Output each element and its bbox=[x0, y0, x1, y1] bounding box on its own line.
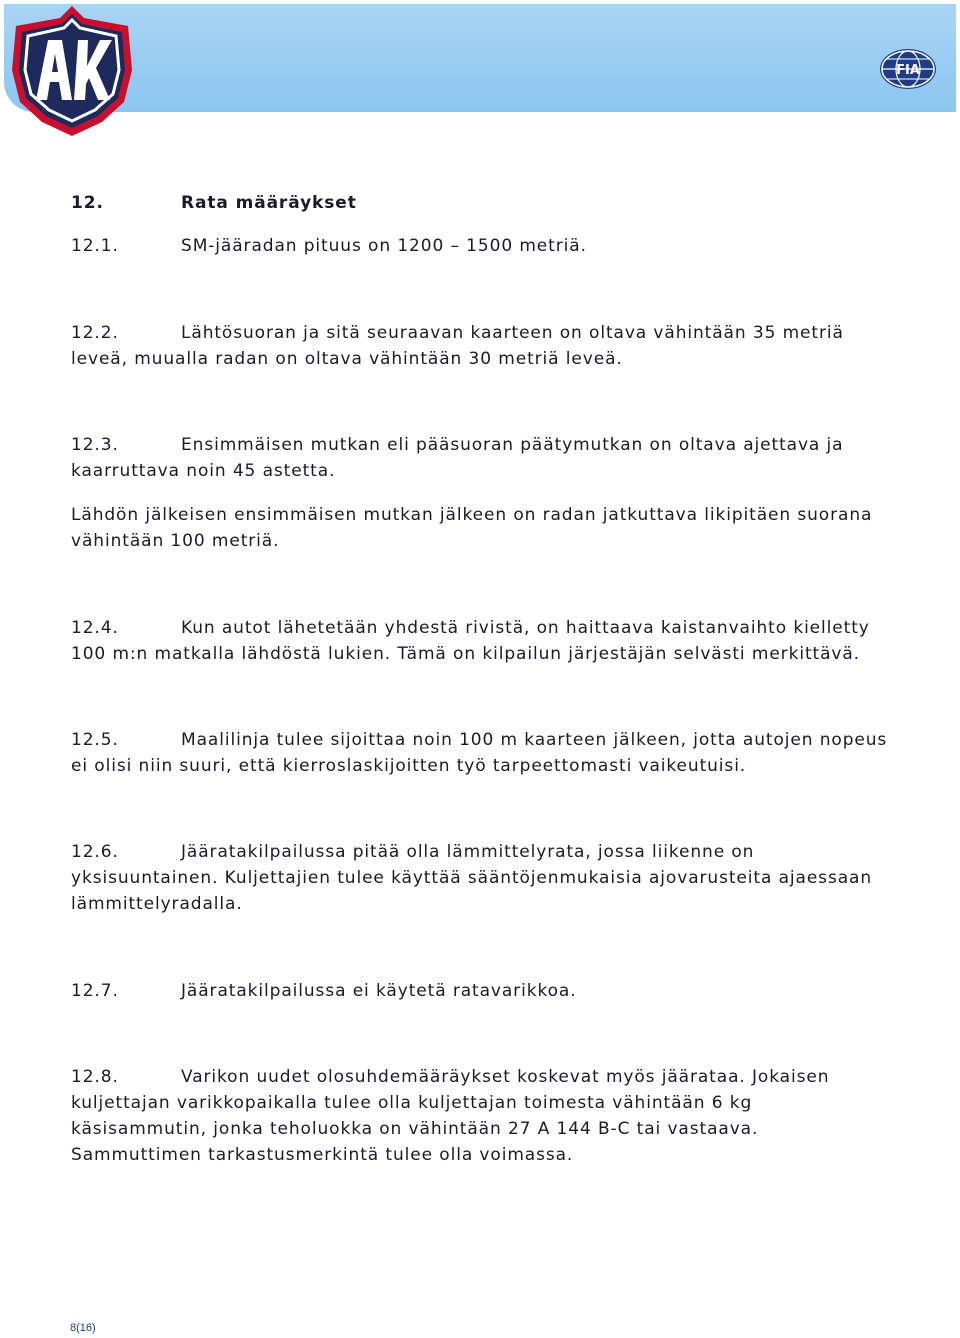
section-text: Lähdön jälkeisen ensimmäisen mutkan jälkeen on radan jatkuttava likipitäen suorana vähintään 100 metriä. bbox=[71, 505, 873, 551]
section-number: 12.4. bbox=[71, 618, 119, 638]
section-12-2 bbox=[71, 320, 891, 372]
section-number: 12.1. bbox=[71, 236, 119, 256]
ak-shield-logo bbox=[6, 4, 138, 138]
section-12-5 bbox=[71, 727, 891, 779]
section-text: Lähtösuoran ja sitä seuraavan kaarteen on oltava vähintään 35 metriä leveä, muualla radan on oltava vähintään 30 metriä leveä. bbox=[71, 323, 844, 369]
section-text: Jääratakilpailussa pitää olla lämmittelyrata, jossa liikenne on yksisuuntainen. Kuljettajien tulee käyttää sääntöjenmukaisia ajovarusteita ajaessaan lämmittelyradalla. bbox=[71, 842, 873, 914]
section-text: Jääratakilpailussa ei käytetä ratavarikkoa. bbox=[181, 981, 577, 1001]
section-heading bbox=[71, 190, 891, 216]
section-number: 12.6. bbox=[71, 842, 119, 862]
section-number: 12. bbox=[71, 193, 104, 213]
section-12-1 bbox=[71, 233, 891, 259]
section-12-6 bbox=[71, 839, 891, 917]
section-number: 12.7. bbox=[71, 981, 119, 1001]
section-text: Maalilinja tulee sijoittaa noin 100 m kaarteen jälkeen, jotta autojen nopeus ei olisi niin suuri, että kierroslaskijoitten työ tarpeettomasti vaikeutuisi. bbox=[71, 730, 888, 776]
section-number: 12.5. bbox=[71, 730, 119, 750]
page-header bbox=[0, 0, 960, 118]
section-12-7 bbox=[71, 978, 891, 1004]
section-text: Varikon uudet olosuhdemääräykset koskevat myös jäärataa. Jokaisen kuljettajan varikkopaikalla tulee olla kuljettajan toimesta vähintään 6 kg käsisammutin, jonka teholuokka on vähintään 27 A 144 B-C tai vastaava. Sammuttimen tarkastusmerkintä tulee olla voimassa. bbox=[71, 1067, 830, 1165]
section-text: SM-jääradan pituus on 1200 – 1500 metriä. bbox=[181, 236, 587, 256]
section-text: Kun autot lähetetään yhdestä rivistä, on haittaava kaistanvaihto kielletty 100 m:n matkalla lähdöstä lukien. Tämä on kilpailun järjestäjän selvästi merkittävä. bbox=[71, 618, 870, 664]
section-title: Rata määräykset bbox=[181, 193, 357, 213]
section-12-3-continuation bbox=[71, 502, 891, 554]
header-bar bbox=[4, 4, 956, 112]
fia-globe-logo bbox=[876, 46, 940, 92]
page-number: 8(16) bbox=[70, 1322, 96, 1334]
section-text: Ensimmäisen mutkan eli pääsuoran päätymutkan on oltava ajettava ja kaarruttava noin 45 astetta. bbox=[71, 435, 844, 481]
section-number: 12.2. bbox=[71, 323, 119, 343]
section-number: 12.8. bbox=[71, 1067, 119, 1087]
section-12-8 bbox=[71, 1064, 891, 1168]
section-12-4 bbox=[71, 615, 891, 667]
section-number: 12.3. bbox=[71, 435, 119, 455]
section-12-3 bbox=[71, 432, 891, 484]
fia-logo-text: FIA bbox=[896, 63, 920, 78]
